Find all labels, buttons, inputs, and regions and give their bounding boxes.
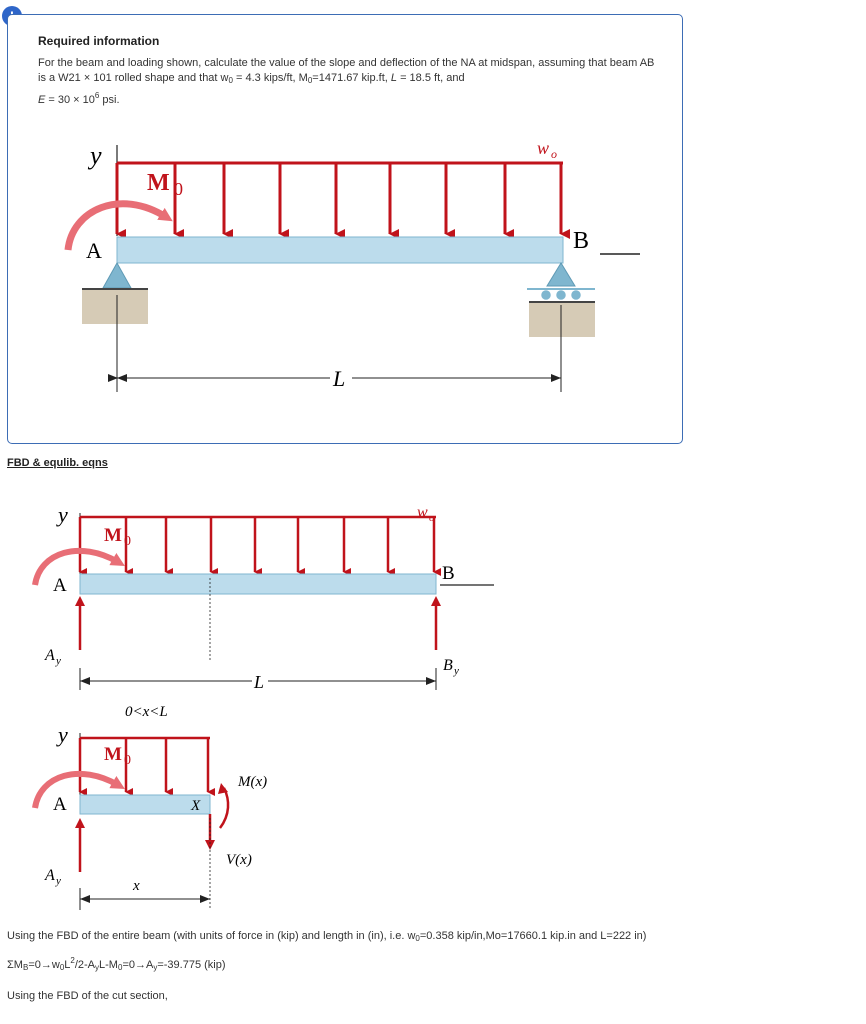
cut-load-arrows (80, 738, 208, 792)
roller-wheels (541, 290, 582, 301)
problem-statement: For the beam and loading shown, calculate the value of the slope and deflection of the NA at midspan, assuming that beam AB is a W21 × 101 rolled shape and that $w_0 = 4.3$ kips/ft, $M_0=1471.67$ kip.ft, L = 18.5 ft, and $E = 30 \times 10^6$ psi. (38, 57, 655, 106)
problem-w0: = 4.3 kips/ft, M (236, 72, 308, 84)
solution-line-1: Using the FBD of the entire beam (with units of force in (kip) and length in (in), i.e. $w_0=0.358$ kip/in,Mo=17660.1 kip.in and L=222 in) (7, 930, 647, 943)
figure-fbd (35, 502, 494, 720)
ground-b (529, 301, 595, 337)
shear-label: V(x) (226, 852, 252, 868)
fbd-range-label: 0<x<L (125, 704, 168, 720)
fbd-load-arrows (80, 517, 434, 572)
cut-x-label: X (191, 798, 201, 814)
cut-ay-sub: y (56, 875, 61, 887)
solution-text (7, 929, 687, 1004)
fbd-moment-label: M (104, 525, 122, 546)
solution-equation: $\Sigma M_B=0\to w_0L^2/2-A_yL-M_0=0\to A_y=-39.775$ (kip) (7, 956, 226, 972)
fbd-a-label: A (53, 575, 67, 596)
problem-text: For the beam and loading shown, calculate the value of the slope and deflection of the NA at midspan, assuming that beam AB is a W21 × 101 rolled shape and that w (38, 57, 655, 84)
load-arrows (117, 163, 561, 234)
beam-ab (117, 237, 563, 263)
problem-L: = 18.5 ft, and (397, 72, 465, 84)
point-b-label: B (573, 228, 590, 254)
fbd-ay-sub: y (56, 655, 61, 667)
pin-support-a (103, 263, 131, 288)
internal-moment-arrow (220, 788, 228, 828)
cut-ay-label: A (45, 867, 55, 884)
problem-m0: =1471.67 kip.ft, (312, 72, 388, 84)
roller-support-b (547, 263, 575, 286)
fbd-b-label: B (442, 563, 455, 584)
length-label: L (333, 366, 346, 391)
fbd-length-label: L (254, 672, 265, 692)
internal-moment-label: M(x) (238, 774, 268, 790)
moment-label: M (147, 170, 170, 196)
fbd-y-label: y (58, 502, 68, 527)
solution-line-3: Using the FBD of the cut section, (7, 990, 168, 1002)
y-axis-label: y (90, 141, 102, 170)
fbd-w-sub: o (429, 512, 435, 524)
problem-E-exp: 6 (94, 91, 100, 100)
point-a-label: A (86, 238, 102, 263)
fbd-w-label: w (417, 504, 428, 521)
cut-y-label: y (58, 722, 68, 747)
fbd-ay-label: A (45, 647, 55, 664)
fbd-equlib-link[interactable]: FBD & equlib. eqns (7, 457, 108, 469)
problem-E-unit: psi. (99, 94, 120, 106)
cut-x-dim-label: x (133, 878, 140, 894)
cut-moment-sub: 0 (124, 753, 131, 768)
fbd-moment-sub: 0 (124, 534, 131, 549)
fbd-by-label: B (443, 657, 453, 674)
fbd-beam (80, 574, 436, 594)
load-w-label: w (537, 138, 550, 158)
load-w-sub: o (551, 147, 557, 161)
problem-E: = 30 × 10 (48, 94, 95, 106)
figure-cut-section (35, 722, 267, 910)
moment-label-sub: 0 (174, 179, 183, 199)
cut-moment-label: M (104, 744, 122, 765)
cut-a-label: A (53, 794, 67, 815)
ground-a (82, 288, 148, 324)
figure-1 (68, 138, 640, 392)
info-title: Required information (38, 34, 160, 48)
fbd-by-sub: y (454, 665, 459, 677)
